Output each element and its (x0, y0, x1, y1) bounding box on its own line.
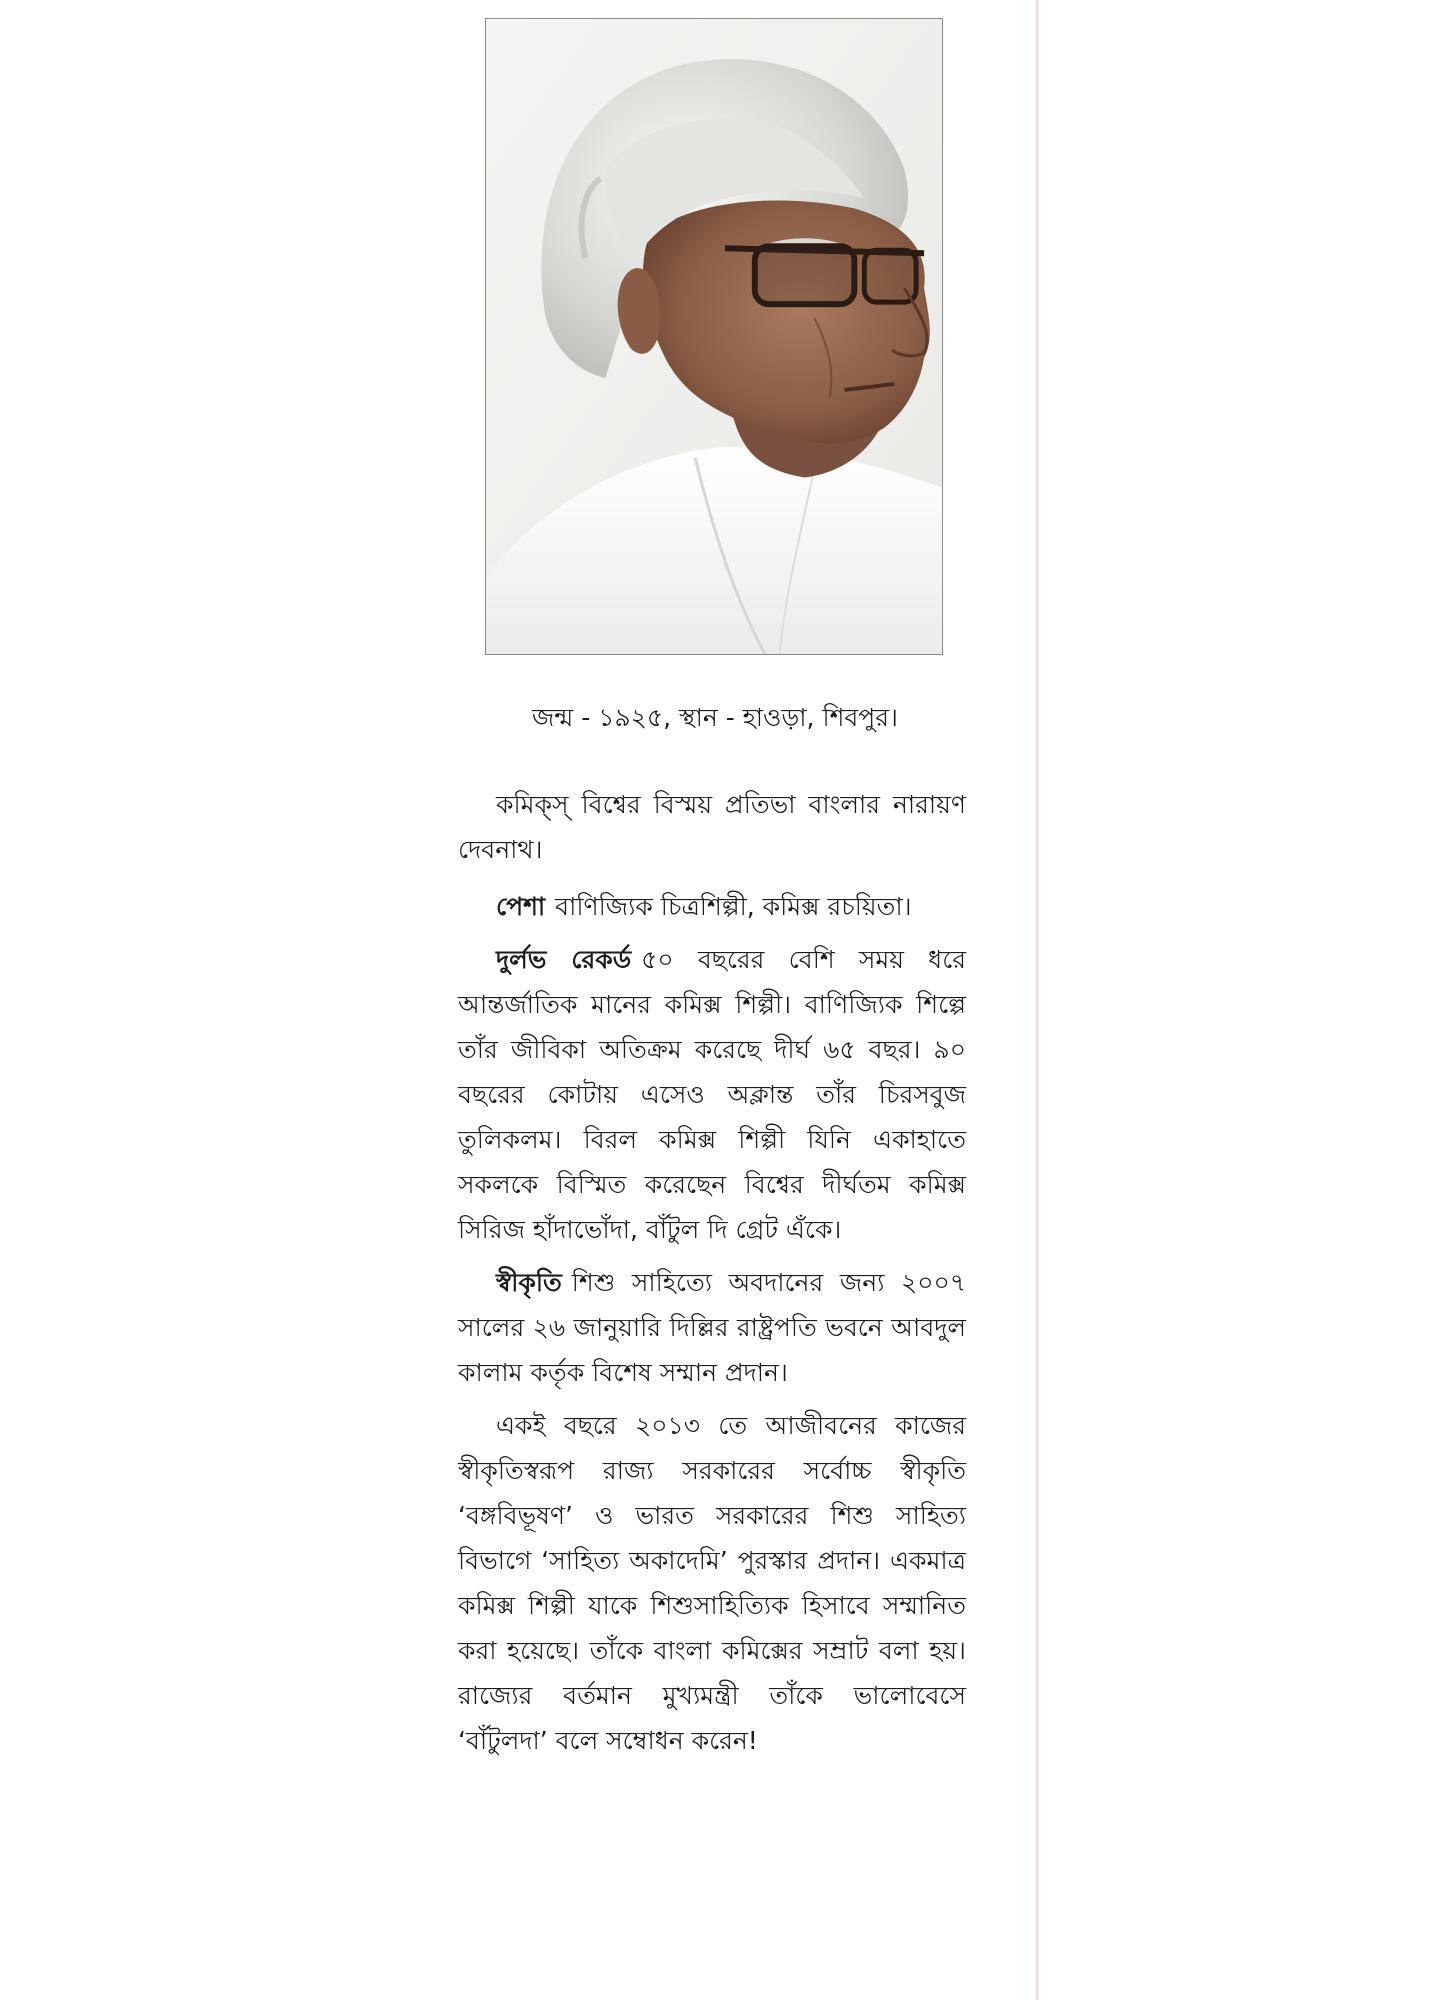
author-portrait-photo (485, 18, 943, 655)
record-paragraph (458, 937, 966, 1252)
biography-text (458, 782, 966, 1771)
profession-text: বাণিজ্যিক চিত্রশিল্পী, কমিক্স রচয়িতা। (555, 892, 912, 921)
portrait-illustration (486, 19, 942, 654)
recognition-text: শিশু সাহিত্যে অবদানের জন্য ২০০৭ সালের ২৬ জানুয়ারি দিল্লির রাষ্ট্রপতি ভবনে আবদুল কালাম কর্তৃক বিশেষ সম্মান প্রদান। (458, 1268, 966, 1387)
birth-caption: জন্ম - ১৯২৫, স্থান - হাওড়া, শিবপুর। (532, 703, 898, 732)
record-heading: দুর্লভ রেকর্ড (496, 945, 632, 974)
closing-paragraph: একই বছরে ২০১৩ তে আজীবনের কাজের স্বীকৃতিস্বরূপ রাজ্য সরকারের সর্বোচ্চ স্বীকৃতি ‘বঙ্গবিভূষণ’ ও ভারত সরকারের শিশু সাহিত্য বিভাগে ‘সাহিত্য অকাদেমি’ পুরস্কার প্রদান। একমাত্র কমিক্স শিল্পী যাকে শিশুসাহিত্যিক হিসাবে সম্মানিত করা হয়েছে। তাঁকে বাংলা কমিক্সের সম্রাট বলা হয়। রাজ্যের বর্তমান মুখ্যমন্ত্রী তাঁকে ভালোবেসে ‘বাঁটুলদা’ বলে সম্বোধন করেন! (458, 1411, 966, 1755)
intro-paragraph: কমিক্স্ বিশ্বের বিস্ময় প্রতিভা বাংলার নারায়ণ দেবনাথ। (458, 790, 966, 864)
profession-paragraph (458, 884, 966, 929)
recognition-paragraph (458, 1260, 966, 1395)
profession-heading: পেশা (496, 892, 546, 921)
page-edge-strip (1036, 0, 1039, 2000)
recognition-heading: স্বীকৃতি (496, 1268, 562, 1297)
record-text: ৫০ বছরের বেশি সময় ধরে আন্তর্জাতিক মানের কমিক্স শিল্পী। বাণিজ্যিক শিল্পে তাঁর জীবিকা অতিক্রম করেছে দীর্ঘ ৬৫ বছর। ৯০ বছরের কোটায় এসেও অক্লান্ত তাঁর চিরসবুজ তুলিকলম। বিরল কমিক্স শিল্পী যিনি একাহাতে সকলকে বিস্মিত করেছেন বিশ্বের দীর্ঘতম কমিক্স সিরিজ হাঁদাভোঁদা, বাঁটুল দি গ্রেট এঁকে। (458, 945, 966, 1244)
